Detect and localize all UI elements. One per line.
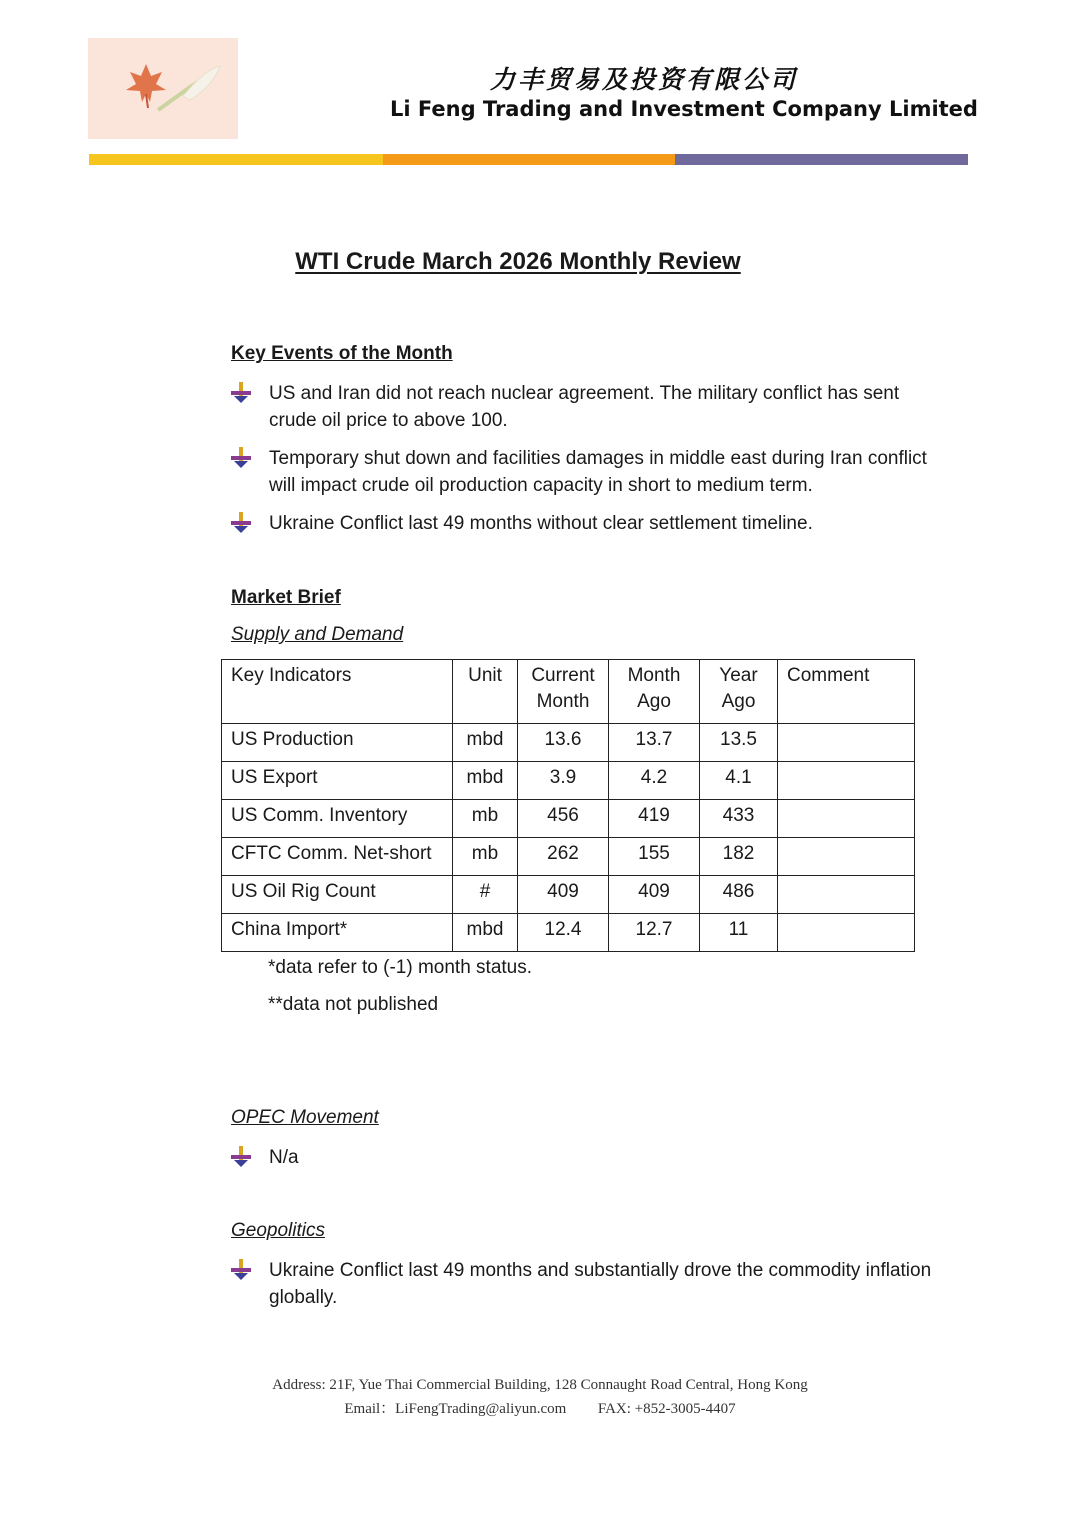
key-event-text: Ukraine Conflict last 49 months without clear settlement timeline.	[269, 513, 813, 534]
table-cell: 409	[518, 876, 609, 914]
table-cell: 262	[518, 838, 609, 876]
table-cell: China Import*	[222, 914, 453, 952]
column-header: Current Month	[518, 660, 609, 724]
arrow-bullet-icon	[230, 447, 252, 469]
table-cell	[778, 914, 915, 952]
key-event-item	[230, 445, 950, 499]
key-event-text: Temporary shut down and facilities damages in middle east during Iran conflict will impact crude oil production capacity in short to medium term.	[269, 448, 927, 496]
table-row	[222, 914, 915, 952]
table-cell: mb	[453, 800, 518, 838]
supply-demand-table	[221, 659, 915, 952]
table-cell: 12.4	[518, 914, 609, 952]
supply-demand-heading: Supply and Demand	[231, 624, 404, 645]
table-cell	[778, 800, 915, 838]
company-logo	[88, 38, 238, 139]
table-cell: US Comm. Inventory	[222, 800, 453, 838]
table-cell: CFTC Comm. Net-short	[222, 838, 453, 876]
footer-email: Email：LiFengTrading@aliyun.com	[344, 1401, 567, 1417]
arrow-bullet-icon	[230, 512, 252, 534]
table-cell: 486	[700, 876, 778, 914]
geopolitics-text: Ukraine Conflict last 49 months and substantially drove the commodity inflation globally.	[269, 1260, 932, 1308]
table-row	[222, 762, 915, 800]
table-cell: 13.6	[518, 724, 609, 762]
arrow-bullet-icon	[230, 1259, 252, 1281]
opec-item	[230, 1144, 950, 1171]
table-row	[222, 876, 915, 914]
table-cell	[778, 724, 915, 762]
table-cell: mbd	[453, 762, 518, 800]
table-cell: 182	[700, 838, 778, 876]
footer-address: Address: 21F, Yue Thai Commercial Building, 128 Connaught Road Central, Hong Kong	[272, 1377, 808, 1393]
table-cell	[778, 876, 915, 914]
table-footnote: *data refer to (-1) month status.	[268, 957, 533, 978]
header-stripe-orange	[383, 154, 675, 165]
column-header: Key Indicators	[222, 660, 453, 724]
maple-leaf-logo-icon	[88, 38, 238, 139]
market-brief-heading: Market Brief	[231, 587, 341, 608]
geopolitics-item	[230, 1257, 950, 1311]
opec-heading: OPEC Movement	[231, 1107, 379, 1128]
arrow-bullet-icon	[230, 1146, 252, 1168]
key-event-text: US and Iran did not reach nuclear agreement. The military conflict has sent crude oil price to above 100.	[269, 383, 900, 431]
table-row	[222, 838, 915, 876]
table-cell: #	[453, 876, 518, 914]
table-cell: 4.1	[700, 762, 778, 800]
table-footnote: **data not published	[268, 994, 439, 1015]
column-header: Unit	[453, 660, 518, 724]
table-cell: 13.5	[700, 724, 778, 762]
table-cell	[778, 762, 915, 800]
column-header: Year Ago	[700, 660, 778, 724]
table-cell: US Export	[222, 762, 453, 800]
header-stripe-purple	[675, 154, 968, 165]
table-cell: US Production	[222, 724, 453, 762]
opec-text: N/a	[269, 1147, 299, 1168]
table-cell: mbd	[453, 914, 518, 952]
table-cell: 409	[609, 876, 700, 914]
table-cell: 4.2	[609, 762, 700, 800]
table-cell: 155	[609, 838, 700, 876]
column-header: Comment	[778, 660, 915, 724]
column-header: Month Ago	[609, 660, 700, 724]
table-cell: mbd	[453, 724, 518, 762]
table-cell: 11	[700, 914, 778, 952]
table-cell: 419	[609, 800, 700, 838]
table-row	[222, 724, 915, 762]
key-event-item	[230, 510, 950, 537]
table-cell	[778, 838, 915, 876]
table-cell: 13.7	[609, 724, 700, 762]
table-header-row	[222, 660, 915, 724]
document-title: WTI Crude March 2026 Monthly Review	[295, 248, 741, 275]
table-cell: mb	[453, 838, 518, 876]
table-row	[222, 800, 915, 838]
table-cell: 12.7	[609, 914, 700, 952]
table-cell: US Oil Rig Count	[222, 876, 453, 914]
table-cell: 3.9	[518, 762, 609, 800]
table-cell: 456	[518, 800, 609, 838]
arrow-bullet-icon	[230, 382, 252, 404]
key-event-item	[230, 380, 950, 434]
header-stripe-yellow	[89, 154, 383, 165]
footer-fax: FAX: +852-3005-4407	[597, 1401, 736, 1417]
geopolitics-heading: Geopolitics	[231, 1220, 325, 1241]
footer-contact	[0, 1397, 1080, 1418]
table-cell: 433	[700, 800, 778, 838]
company-name-chinese: 力丰贸易及投资有限公司	[490, 65, 799, 94]
key-events-heading: Key Events of the Month	[231, 343, 453, 364]
company-name-english: Li Feng Trading and Investment Company Limited	[390, 97, 978, 121]
